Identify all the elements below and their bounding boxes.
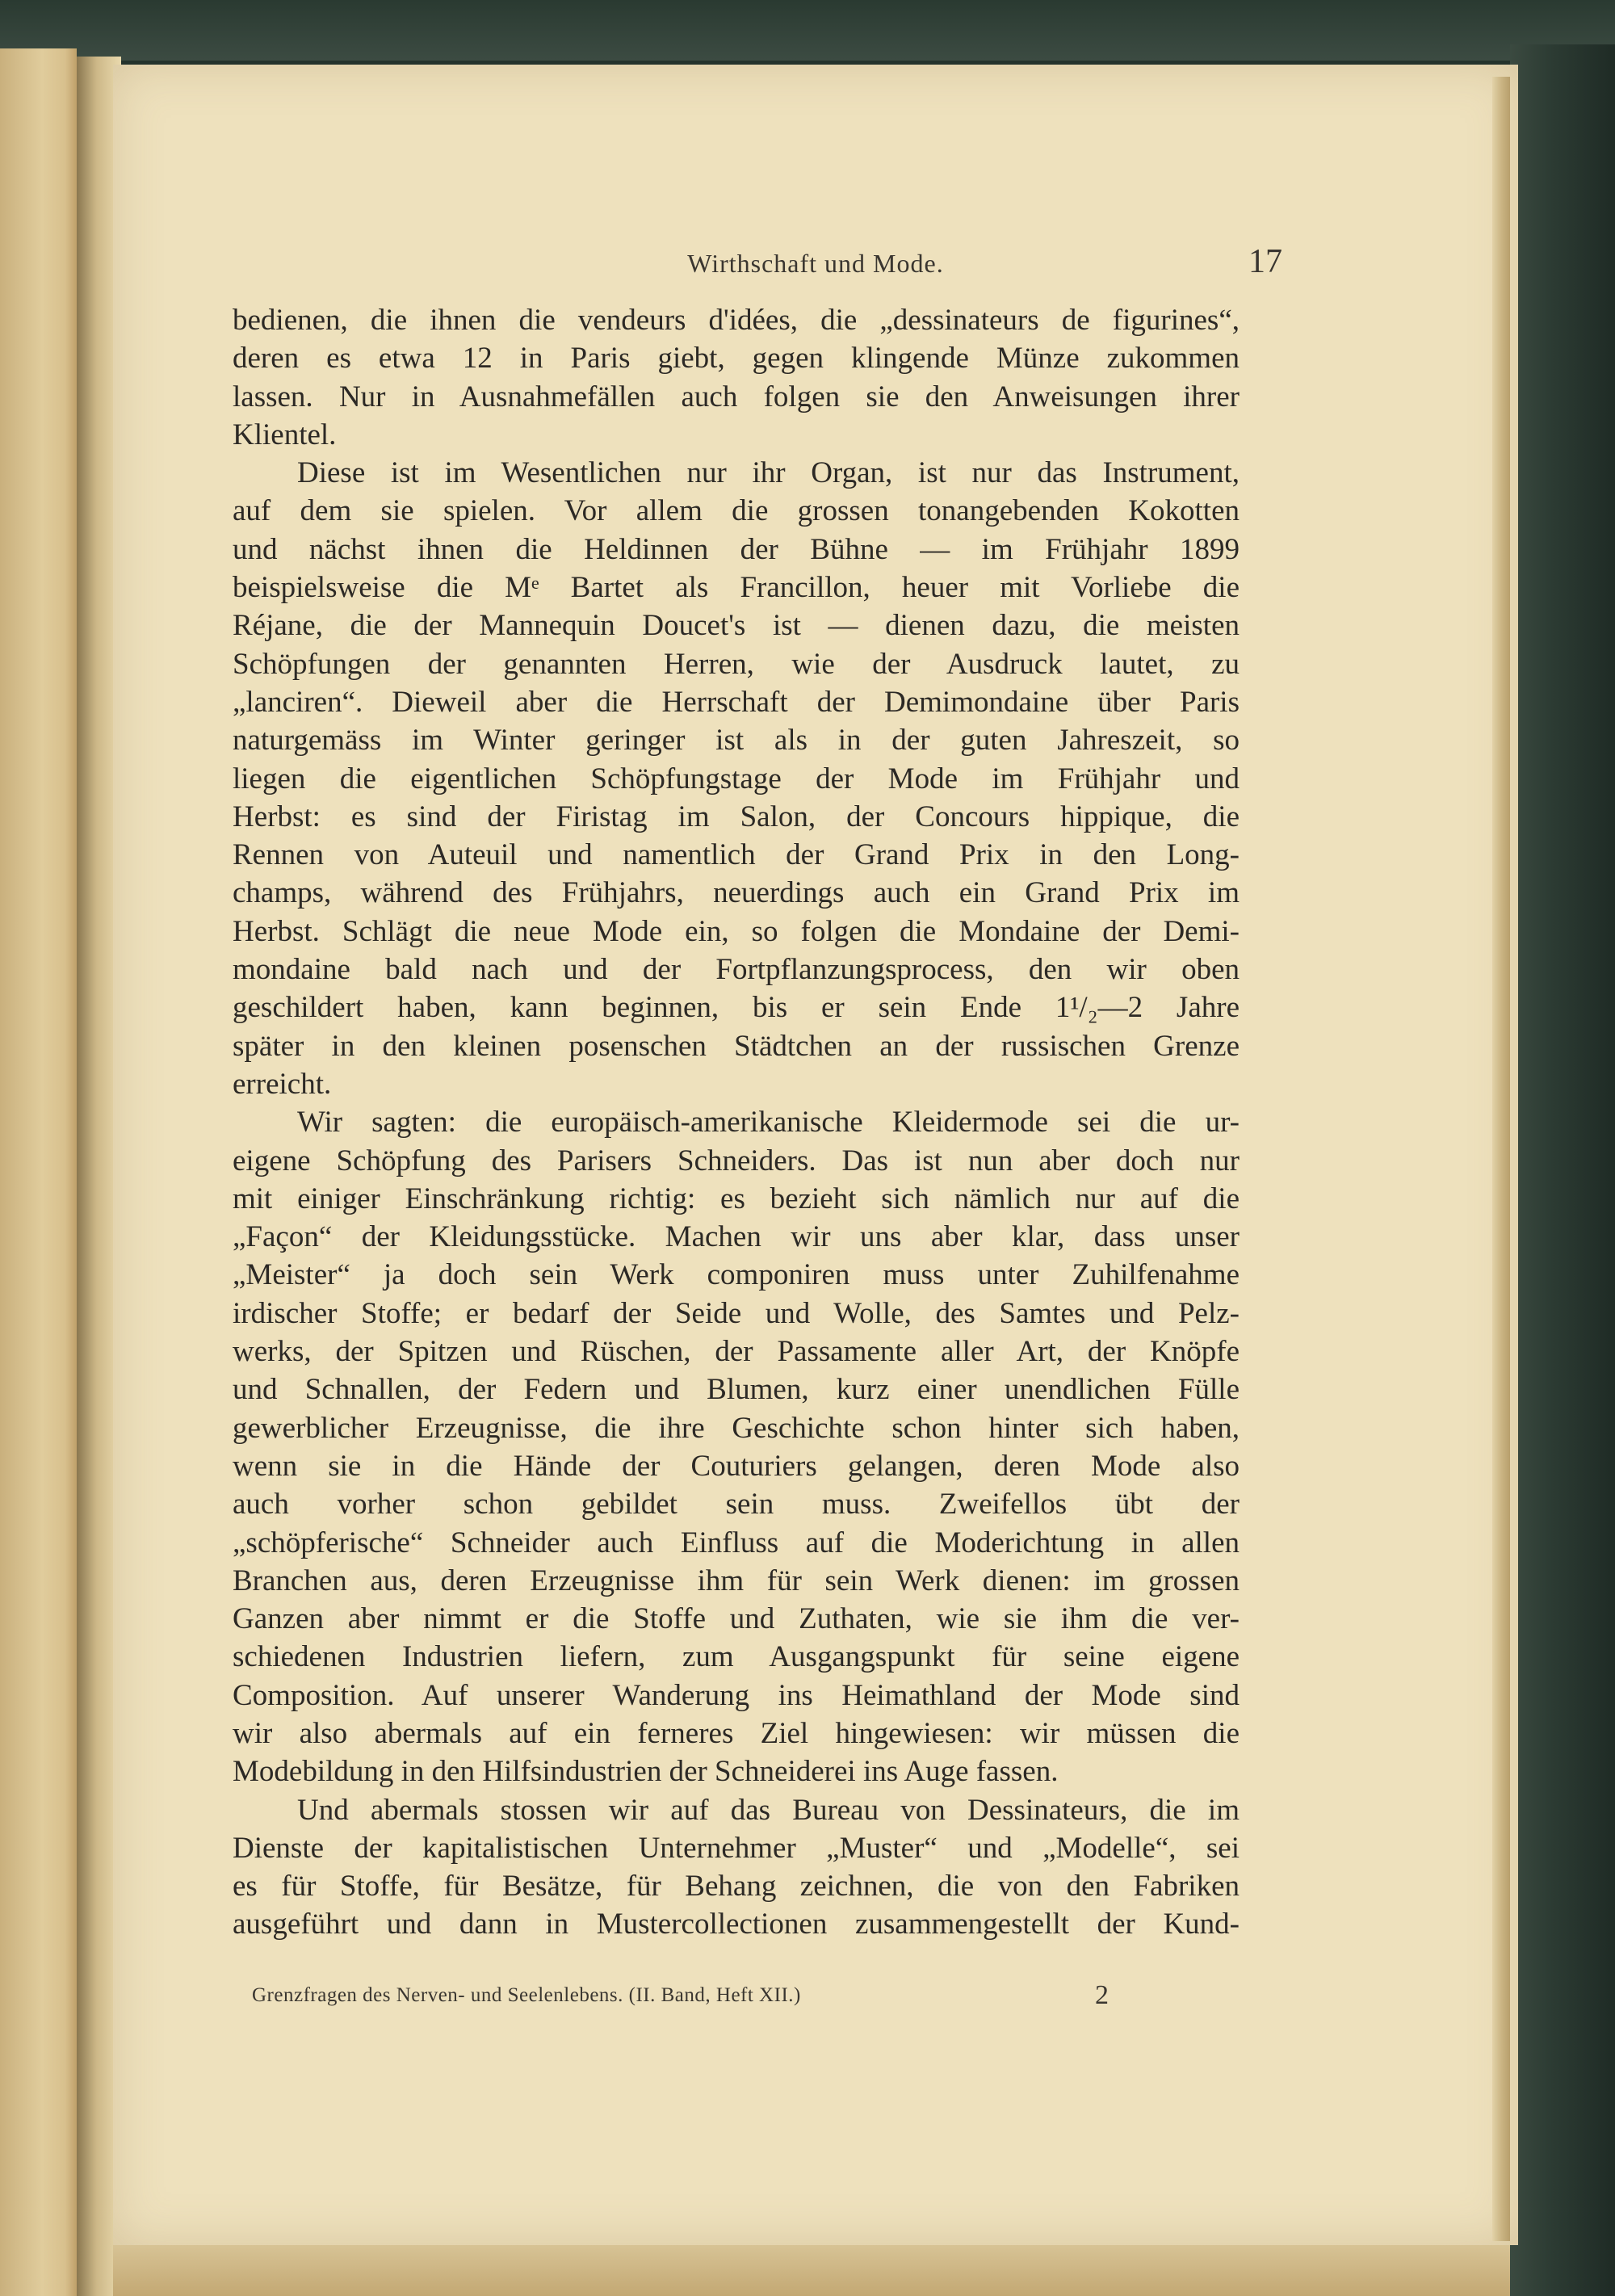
text-line: Schöpfungen der genannten Herren, wie der Ausdruck lautet, zu: [233, 647, 1240, 681]
text-line: erreicht.: [233, 1067, 332, 1101]
text-line: naturgemäss im Winter geringer ist als in der guten Jahreszeit, so: [233, 724, 1240, 758]
text-line: es für Stoffe, für Besätze, für Behang zeichnen, die von den Fabriken: [233, 1870, 1240, 1904]
text-line: beispielsweise die Mᵉ Bartet als Francillon, heuer mit Vorliebe die: [233, 571, 1240, 605]
text-line: gewerblicher Erzeugnisse, die ihre Geschichte schon hinter sich haben,: [233, 1411, 1240, 1445]
text-line: mit einiger Einschränkung richtig: es bezieht sich nämlich nur auf die: [233, 1182, 1240, 1215]
text-line: Herbst: es sind der Firistag im Salon, der Concours hippique, die: [233, 800, 1240, 833]
text-line: schiedenen Industrien liefern, zum Ausgangspunkt für seine eigene: [233, 1640, 1240, 1674]
text-line: mondaine bald nach und der Fortpflanzungsprocess, den wir oben: [233, 953, 1240, 987]
text-line: Klientel.: [233, 418, 337, 451]
text-line: Branchen aus, deren Erzeugnisse ihm für sein Werk dienen: im grossen: [233, 1564, 1240, 1597]
text-line: eigene Schöpfung des Parisers Schneiders. Das ist nun aber doch nur: [233, 1144, 1240, 1177]
text-line: geschildert haben, kann beginnen, bis er sein Ende 1¹/₂—2 Jahre: [233, 991, 1240, 1025]
text-line: „lanciren“. Dieweil aber die Herrschaft der Demimondaine über Paris: [233, 685, 1240, 719]
body-text: [233, 301, 1240, 1944]
book-cover-edge: [1510, 44, 1615, 2296]
running-title: Wirthschaft und Mode.: [687, 249, 944, 278]
text-line: werks, der Spitzen und Rüschen, der Passamente aller Art, der Knöpfe: [233, 1335, 1240, 1369]
footer-series: Grenzfragen des Nerven- und Seelenlebens. (II. Band, Heft XII.): [252, 1984, 801, 2006]
text-line: ausgeführt und dann in Mustercollectionen zusammengestellt der Kund-: [233, 1908, 1240, 1941]
page-bottom-edge: [113, 2245, 1510, 2296]
text-line: lassen. Nur in Ausnahmefällen auch folgen sie den Anweisungen ihrer: [233, 380, 1240, 413]
text-line: bedienen, die ihnen die vendeurs d'idées, die „dessinateurs de figurines“,: [233, 304, 1240, 337]
text-line: Rennen von Auteuil und namentlich der Grand Prix in den Long-: [233, 838, 1240, 872]
book-top-edge: [0, 0, 1615, 61]
text-line: „Façon“ der Kleidungsstücke. Machen wir uns aber klar, dass unser: [233, 1220, 1240, 1254]
text-line: deren es etwa 12 in Paris giebt, gegen klingende Münze zukommen: [233, 342, 1240, 376]
left-page-edge: [0, 48, 77, 2296]
text-line: champs, während des Frühjahrs, neuerdings auch ein Grand Prix im: [233, 876, 1240, 910]
signature-mark: 2: [1095, 1980, 1109, 2010]
page-fore-edge: [1492, 77, 1510, 2241]
text-line: Modebildung in den Hilfsindustrien der Schneiderei ins Auge fassen.: [233, 1755, 1059, 1789]
text-line: Diese ist im Wesentlichen nur ihr Organ, ist nur das Instrument,: [297, 456, 1240, 490]
text-line: auf dem sie spielen. Vor allem die grossen tonangebenden Kokotten: [233, 494, 1240, 528]
text-line: auch vorher schon gebildet sein muss. Zweifellos übt der: [233, 1488, 1240, 1522]
text-line: Dienste der kapitalistischen Unternehmer „Muster“ und „Modelle“, sei: [233, 1831, 1240, 1865]
page-header: [113, 242, 1518, 291]
page-number: 17: [1248, 243, 1282, 280]
text-line: irdischer Stoffe; er bedarf der Seide und Wolle, des Samtes und Pelz-: [233, 1296, 1240, 1330]
text-line: Und abermals stossen wir auf das Bureau von Dessinateurs, die im: [297, 1793, 1240, 1827]
text-line: „schöpferische“ Schneider auch Einfluss auf die Moderichtung in allen: [233, 1526, 1240, 1559]
text-line: Réjane, die der Mannequin Doucet's ist — dienen dazu, die meisten: [233, 609, 1240, 643]
text-line: liegen die eigentlichen Schöpfungstage der Mode im Frühjahr und: [233, 762, 1240, 795]
text-line: und Schnallen, der Federn und Blumen, kurz einer unendlichen Fülle: [233, 1373, 1240, 1407]
text-line: später in den kleinen posenschen Städtchen an der russischen Grenze: [233, 1029, 1240, 1063]
text-line: wir also abermals auf ein ferneres Ziel hingewiesen: wir müssen die: [233, 1716, 1240, 1750]
text-line: „Meister“ ja doch sein Werk componiren muss unter Zuhilfenahme: [233, 1258, 1240, 1292]
text-line: Herbst. Schlägt die neue Mode ein, so folgen die Mondaine der Demi-: [233, 914, 1240, 948]
text-line: Composition. Auf unserer Wanderung ins Heimathland der Mode sind: [233, 1678, 1240, 1712]
text-line: und nächst ihnen die Heldinnen der Bühne — im Frühjahr 1899: [233, 532, 1240, 566]
text-line: Wir sagten: die europäisch-amerikanische Kleidermode sei die ur-: [297, 1106, 1240, 1140]
text-line: Ganzen aber nimmt er die Stoffe und Zuthaten, wie sie ihm die ver-: [233, 1602, 1240, 1636]
text-line: wenn sie in die Hände der Couturiers gelangen, deren Mode also: [233, 1449, 1240, 1483]
